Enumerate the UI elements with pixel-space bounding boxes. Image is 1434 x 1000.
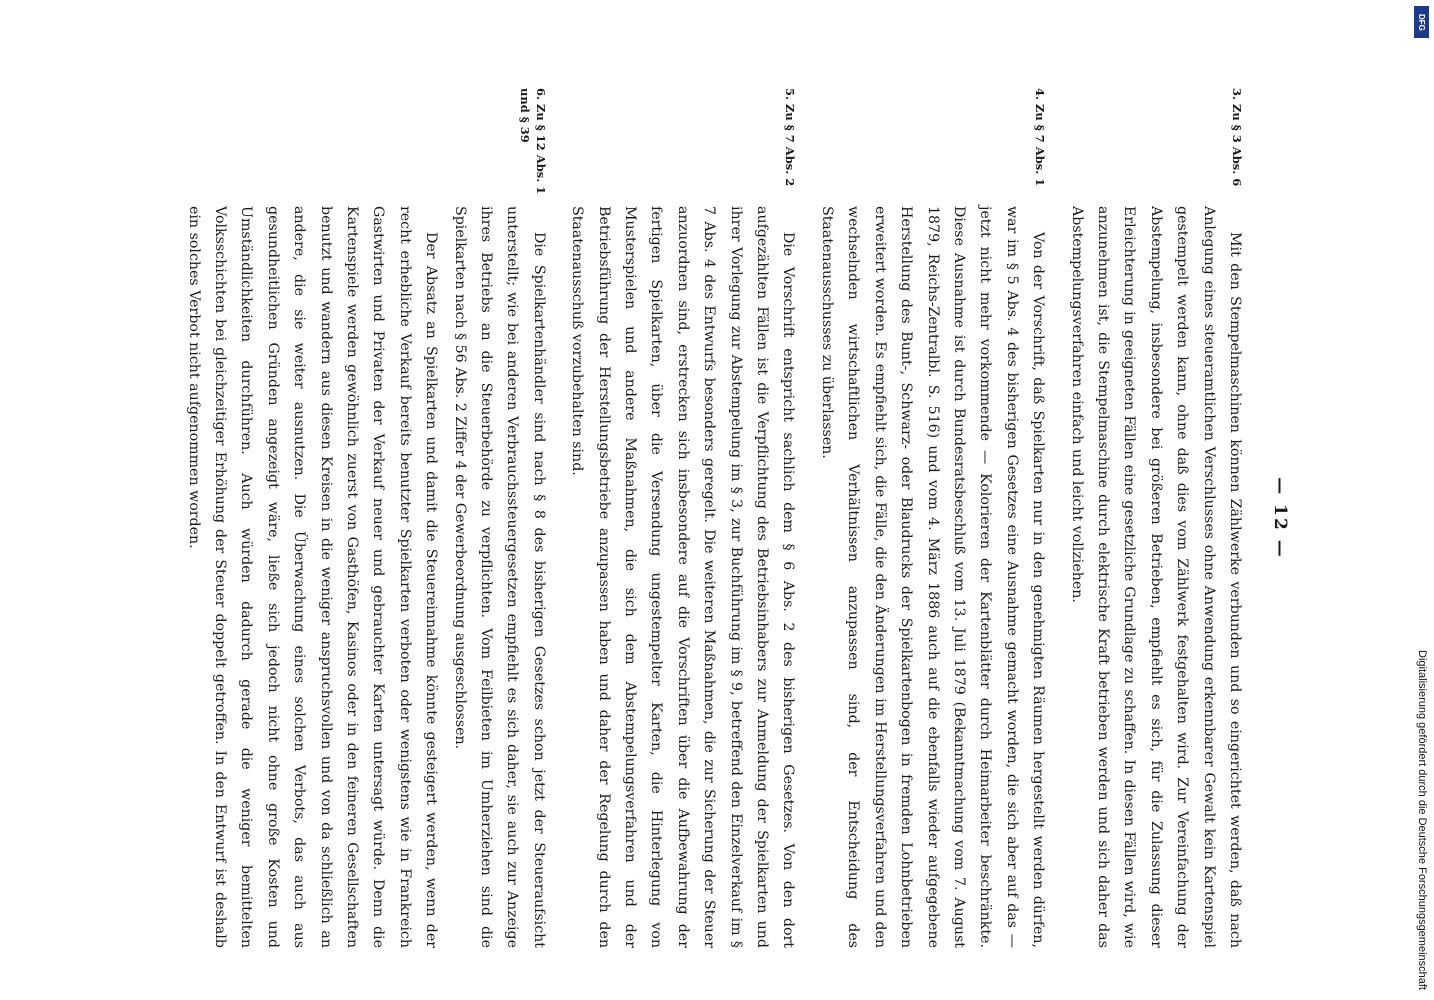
rotated-document: [112, 88, 1292, 948]
dfg-logo: DFG: [1414, 6, 1429, 38]
paragraph: Mit den Stempelmaschinen können Zählwerke verbunden und so eingerichtet werden, daß nach Anlegung eines steueramtlichen Verschlusses ohne Anwendung erkennbarer Gewalt kein Kartenspiel gestempelt werden kann, ohne daß dies vom Zählwerk festgehalten wird. Zur Vereinfachung der Abstempelung, insbesondere bei größeren Betrieben, empfiehlt es sich, für die Zulassung dieser Erleichterung in geeigneten Fällen eine gesetzliche Grundlage zu schaffen. In diesen Fällen wird, wie anzunehmen ist, die Stempelmaschine durch elektrische Kraft betrieben werden und sich daher das Abstempelungsverfahren einfach und leicht vollziehen.: [1068, 206, 1243, 948]
paragraph: Von der Vorschrift, daß Spielkarten nur in den genehmigten Räumen hergestellt werden dürfen, war im § 5 Abs. 4 des bisherigen Gesetzes eine Ausnahme gemacht worden, die sich aber auf das — jetzt nicht mehr vorkommende — Kolorieren der Kartenblätter durch Heimarbeiter beschränkte. Diese Ausnahme ist durch Bundesratsbeschluß vom 13. Juli 1879 (Bekanntmachung vom 7. August 1879, Reichs-Zentralbl. S. 516) und vom 4. März 1886 auch auf die ebenfalls wieder aufgegebene Herstellung des Bunt-, Schwarz- oder Blaudrucks der Spielkartenbogen in fremden Lohnbetrieben erweitert worden. Es empfiehlt sich, die Fälle, die den Änderungen im Herstellungsverfahren und den wechselnden wirtschaftlichen Verhältnissen anzupassen sind, der Entscheidung des Staatenausschusses zu überlassen.: [818, 206, 1047, 948]
paragraph: Die Spielkartenhändler sind nach § 8 des bisherigen Gesetzes schon jetzt der Steueraufsicht unterstellt; wie bei anderen Verbrauchssteuergesetzen empfiehlt es sich daher, sie auch zur Anzeige ihres Betriebs an die Steuerbehörde zu verpflichten. Vom Feilbieten im Umherziehen sind die Spielkarten nach § 56 Abs. 2 Ziffer 4 der Gewerbeordnung ausgeschlossen.: [451, 206, 547, 948]
section-3: [562, 88, 802, 948]
section-body: [178, 206, 552, 948]
section-4: [178, 88, 552, 948]
credit-text: Digitalisierung gefördert durch die Deutsche Forschungsgemeinschaft: [1416, 650, 1428, 990]
section-2: [812, 88, 1052, 948]
section-reference: 5. Zu § 7 Abs. 2: [783, 88, 798, 187]
document-content: [112, 88, 1292, 948]
section-body: [812, 206, 1052, 948]
section-reference: 4. Zu § 7 Abs. 1: [1033, 88, 1048, 187]
digitization-credit: [1408, 10, 1434, 990]
section-reference: 6. Zu § 12 Abs. 1 und § 39: [517, 88, 548, 195]
paragraph: Der Absatz an Spielkarten und damit die Steuereinnahme könnte gesteigert werden, wenn der recht erhebliche Verkauf bereits benutzter Spielkarten verboten oder wenigstens wie in Frankreich Gastwirten und Privaten der Verkauf neuer und gebrauchter Karten untersagt würde. Denn die Kartenspiele werden gewöhnlich zuerst von Gasthöfen, Kasinos oder in den feineren Gesellschaften benutzt und wandern aus diesen Kreisen in die weniger anspruchsvollen und von da schließlich an andere, die sie weiter ausnutzen. Die Überwachung eines solchen Verbots, das auch aus gesundheitlichen Gründen angezeigt wäre, ließe sich jedoch nicht ohne große Kosten und Umständlichkeiten durchführen. Auch würden dadurch gerade die weniger bemittelten Volksschichten bei gleichzeitiger Erhöhung der Steuer doppelt getroffen. In den Entwurf ist deshalb ein solches Verbot nicht aufgenommen worden.: [185, 206, 440, 948]
page-number: — 12 —: [1270, 477, 1290, 559]
section-1: [1061, 88, 1248, 948]
section-body: [562, 206, 802, 948]
section-list: [168, 88, 1248, 948]
section-reference: 3. Zu § 3 Abs. 6: [1230, 88, 1244, 187]
section-body: [1061, 206, 1248, 948]
paragraph: Die Vorschrift entspricht sachlich dem § 6 Abs. 2 des bisherigen Gesetzes. Von den dort aufgezählten Fällen ist die Verpflichtung des Betriebsinhabers zur Anmeldung der Spielkarten und ihrer Vorlegung zur Abstempelung im § 3, zur Buchführung im § 9, betreffend den Einzelverkauf im § 7 Abs. 4 des Entwurfs besonders geregelt. Die weiteren Maßnahmen, die zur Sicherung der Steuer anzuordnen sind, erstrecken sich insbesondere auf die Vorschriften über die Aufbewahrung der fertigen Spielkarten, über die Versendung ungestempelter Karten, die Hinterlegung von Musterspielen und andere Maßnahmen, die sich dem Abstempelungsverfahren und der Betriebsführung der Herstellungsbetriebe anzupassen haben und daher der Regelung durch den Staatenausschuß vorzubehalten sind.: [569, 206, 797, 948]
